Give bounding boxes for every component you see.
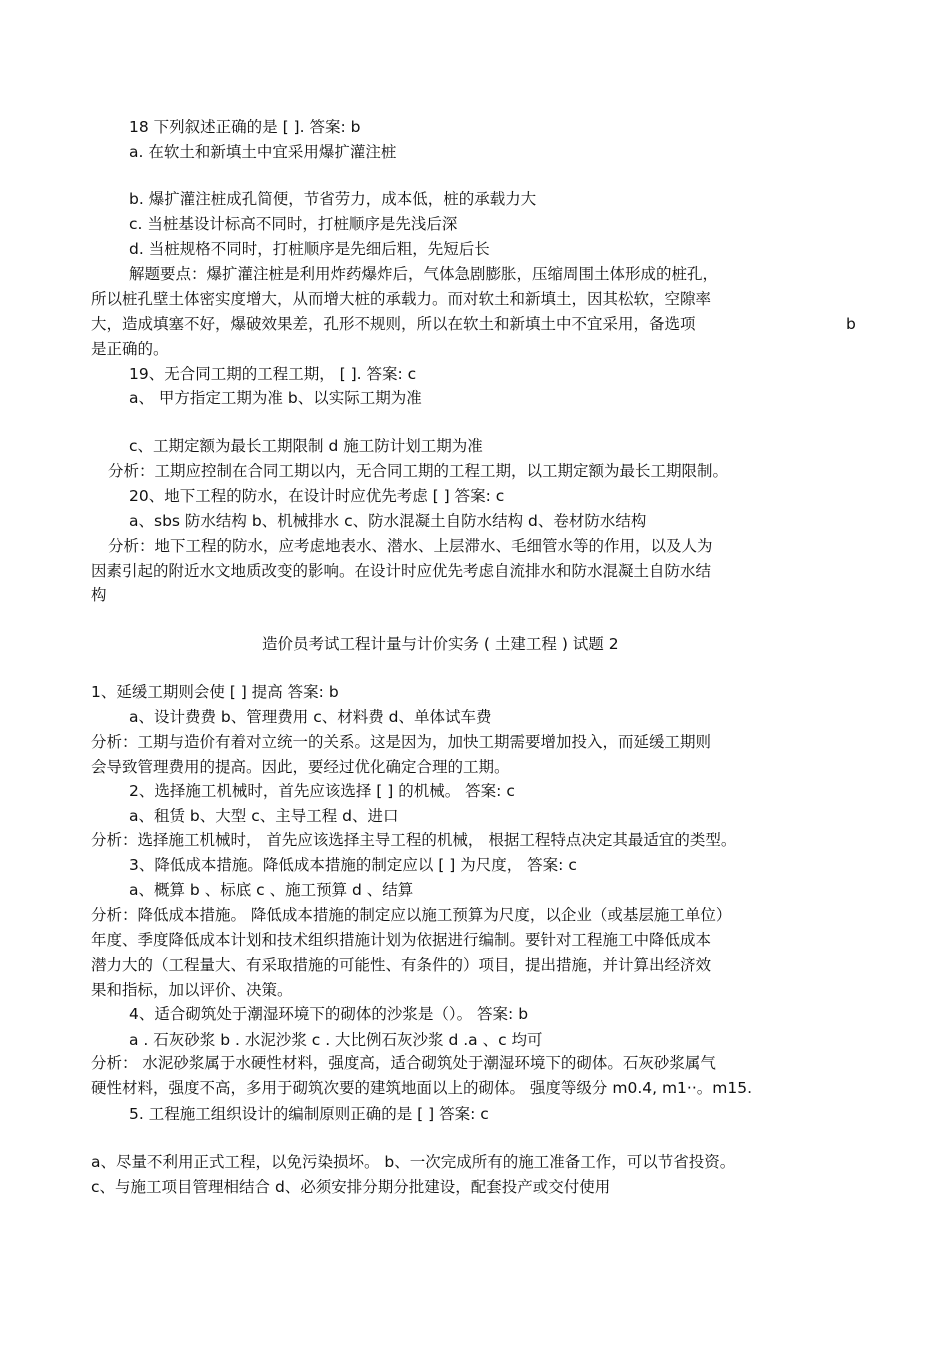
q20-analysis-line: 构 [91, 586, 107, 604]
q20-options: a、sbs 防水结构 b、机械排水 c、防水混凝土自防水结构 d、卷材防水结构 [129, 512, 647, 530]
q18-option-c: c. 当桩基设计标高不同时，打桩顺序是先浅后深 [129, 215, 458, 233]
q18-option-d: d. 当桩规格不同时，打桩顺序是先细后粗，先短后长 [129, 240, 490, 258]
q18-analysis-line: 所以桩孔壁土体密实度增大，从而增大桩的承载力。而对软土和新填土，因其松软，空隙率 [91, 290, 712, 308]
q4-options: a . 石灰砂浆 b . 水泥沙浆 c . 大比例石灰沙浆 d .a 、c 均可 [129, 1031, 543, 1049]
q20-question: 20、地下工程的防水，在设计时应优先考虑 [ ] 答案: c [129, 487, 505, 505]
q19-options-ab: a、 甲方指定工期为准 b、以实际工期为准 [129, 389, 422, 407]
q18-question: 18 下列叙述正确的是 [ ]. 答案: b [129, 118, 361, 136]
q1-options: a、设计费费 b、管理费用 c、材料费 d、单体试车费 [129, 708, 492, 726]
section-title: 造价员考试工程计量与计价实务 ( 土建工程 ) 试题 2 [262, 635, 619, 653]
q1-analysis-line: 分析：工期与造价有着对立统一的关系。这是因为，加快工期需要增加投入，而延缓工期则 [91, 733, 712, 751]
q3-question: 3、降低成本措施。降低成本措施的制定应以 [ ] 为尺度， 答案: c [129, 856, 577, 874]
q19-options-cd: c、工期定额为最长工期限制 d 施工防计划工期为准 [129, 437, 483, 455]
q18-analysis-line: 大，造成填塞不好，爆破效果差，孔形不规则，所以在软土和新填土中不宜采用，备选项 [91, 315, 696, 333]
q18-option-b: b. 爆扩灌注桩成孔简便，节省劳力，成本低，桩的承载力大 [129, 190, 537, 208]
q3-options: a、概算 b 、标底 c 、施工预算 d 、结算 [129, 881, 414, 899]
q1-question: 1、延缓工期则会使 [ ] 提高 答案: b [91, 683, 339, 701]
q3-analysis-line: 果和指标，加以评价、决策。 [91, 981, 293, 999]
q18-option-a: a. 在软土和新填土中宜采用爆扩灌注桩 [129, 143, 397, 161]
q18-analysis-line: 解题要点：爆扩灌注桩是利用炸药爆炸后，气体急剧膨胀，压缩周围土体形成的桩孔， [129, 265, 719, 283]
q18-analysis-option-ref: b [846, 315, 856, 333]
q2-question: 2、选择施工机械时，首先应该选择 [ ] 的机械。 答案: c [129, 782, 515, 800]
q2-analysis: 分析：选择施工机械时， 首先应该选择主导工程的机械， 根据工程特点决定其最适宜的类型。 [91, 831, 737, 849]
q4-analysis-line: 硬性材料，强度不高，多用于砌筑次要的建筑地面以上的砌体。 强度等级分 m0.4, m1··。m15. [91, 1079, 753, 1097]
q5-question: 5. 工程施工组织设计的编制原则正确的是 [ ] 答案: c [129, 1105, 489, 1123]
q18-analysis-line: 是正确的。 [91, 340, 169, 358]
q19-question: 19、无合同工期的工程工期， [ ]. 答案: c [129, 365, 417, 383]
q2-options: a、租赁 b、大型 c、主导工程 d、进口 [129, 807, 399, 825]
q4-analysis-line: 分析： 水泥砂浆属于水硬性材料，强度高，适合砌筑处于潮湿环境下的砌体。石灰砂浆属气 [91, 1054, 716, 1072]
q3-analysis-line: 分析：降低成本措施。 降低成本措施的制定应以施工预算为尺度，以企业（或基层施工单位） [91, 906, 732, 924]
q19-analysis: 分析：工期应控制在合同工期以内，无合同工期的工程工期，以工期定额为最长工期限制。 [108, 462, 729, 480]
q20-analysis-line: 分析：地下工程的防水，应考虑地表水、潜水、上层滞水、毛细管水等的作用，以及人为 [108, 537, 713, 555]
q3-analysis-line: 年度、季度降低成本计划和技术组织措施计划为依据进行编制。要针对工程施工中降低成本 [91, 931, 712, 949]
q20-analysis-line: 因素引起的附近水文地质改变的影响。在设计时应优先考虑自流排水和防水混凝土自防水结 [91, 562, 712, 580]
q3-analysis-line: 潜力大的（工程量大、有采取措施的可能性、有条件的）项目，提出措施，并计算出经济效 [91, 956, 712, 974]
q1-analysis-line: 会导致管理费用的提高。因此，要经过优化确定合理的工期。 [91, 758, 510, 776]
q5-options-cd: c、与施工项目管理相结合 d、必须安排分期分批建设，配套投产或交付使用 [91, 1178, 611, 1196]
q4-question: 4、适合砌筑处于潮湿环境下的砌体的沙浆是（）。 答案: b [129, 1005, 529, 1023]
q5-options-ab: a、尽量不利用正式工程，以免污染损坏。 b、一次完成所有的施工准备工作，可以节省投资。 [91, 1153, 736, 1171]
